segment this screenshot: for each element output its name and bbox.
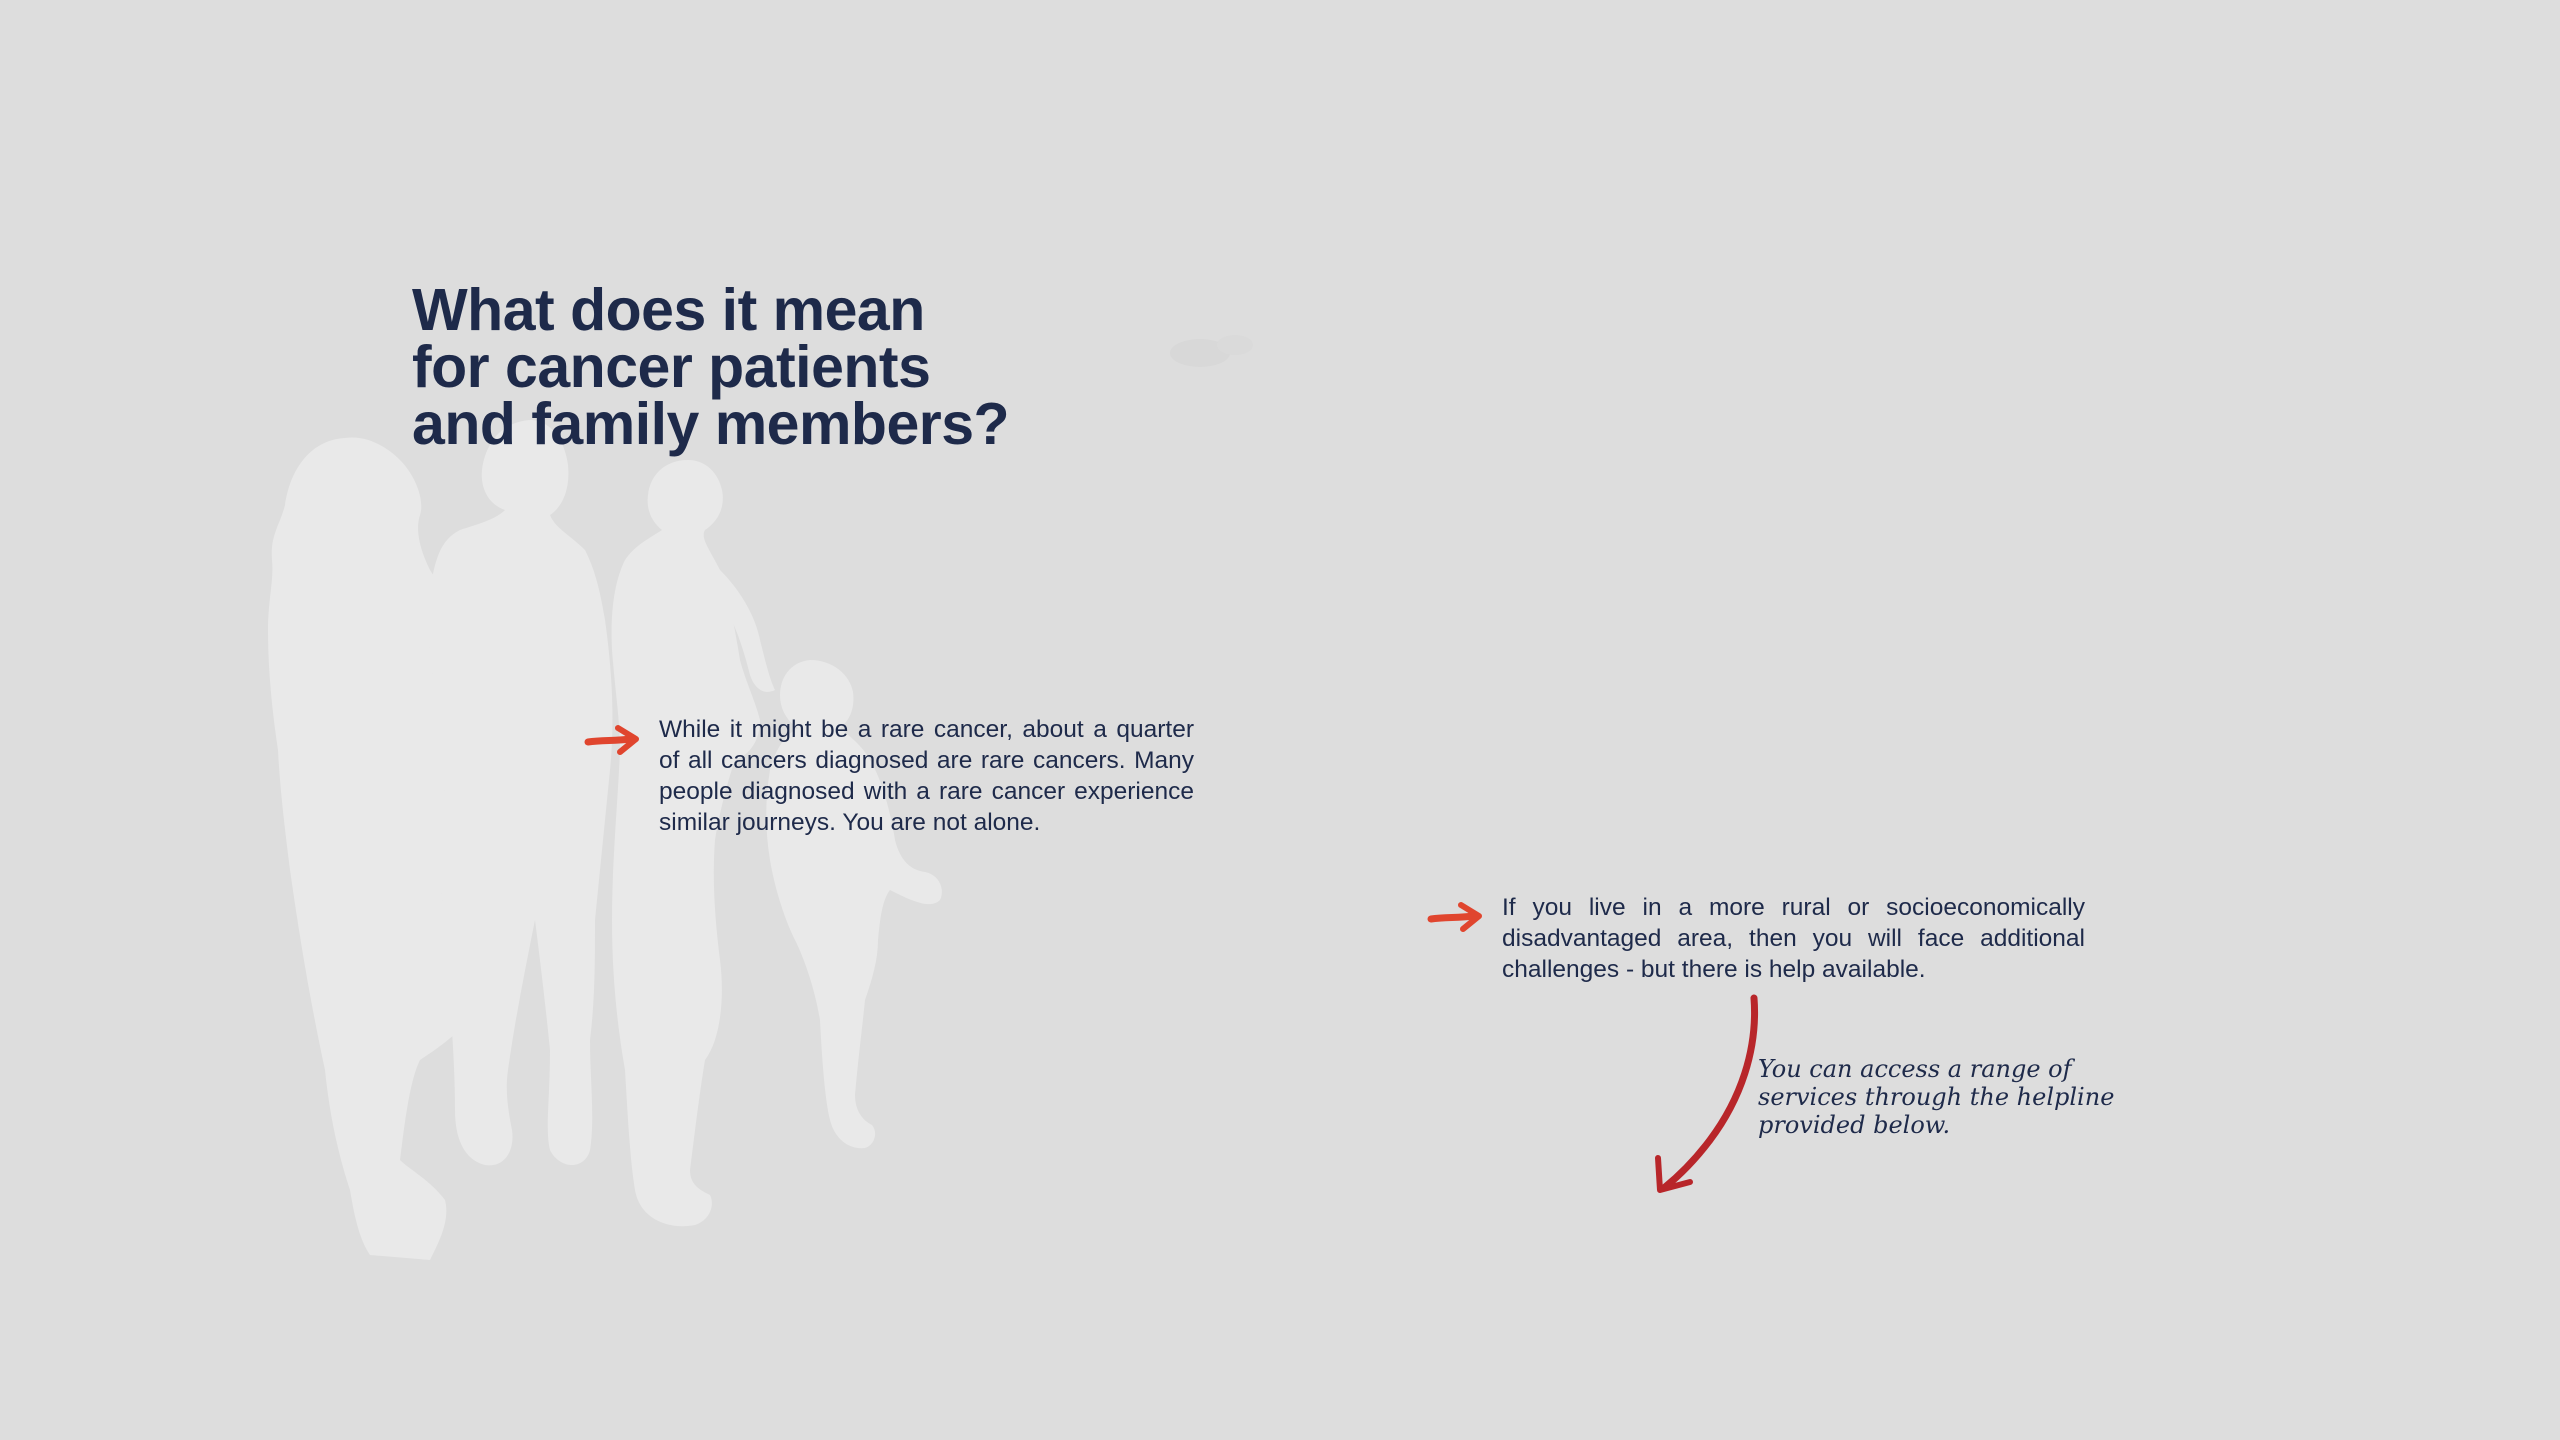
rural-area-paragraph: If you live in a more rural or socioeconomically disadvantaged area, then you will face additional challenges - but there is help available. — [1502, 894, 2085, 983]
curved-arrow-down-icon — [1640, 990, 1770, 1200]
title-line-1: What does it mean — [412, 277, 925, 343]
page-title — [412, 277, 1112, 457]
title-line-3: and family members? — [412, 391, 1010, 457]
note-line-1: You can access a range of — [1758, 1055, 2072, 1083]
title-line-2: for cancer patients — [412, 334, 931, 400]
rare-cancer-paragraph: While it might be a rare cancer, about a quarter of all cancers diagnosed are rare cancers. Many people diagnosed with a rare cancer experience similar journeys. You are not alone. — [659, 716, 1194, 836]
note-line-3: provided below. — [1758, 1111, 1951, 1139]
helpline-note — [1758, 1055, 2138, 1139]
decorative-smudge — [1160, 325, 1260, 375]
arrow-right-icon — [584, 720, 644, 760]
arrow-right-icon — [1427, 897, 1487, 937]
note-line-2: services through the helpline — [1758, 1083, 2115, 1111]
family-silhouette — [250, 420, 970, 1280]
